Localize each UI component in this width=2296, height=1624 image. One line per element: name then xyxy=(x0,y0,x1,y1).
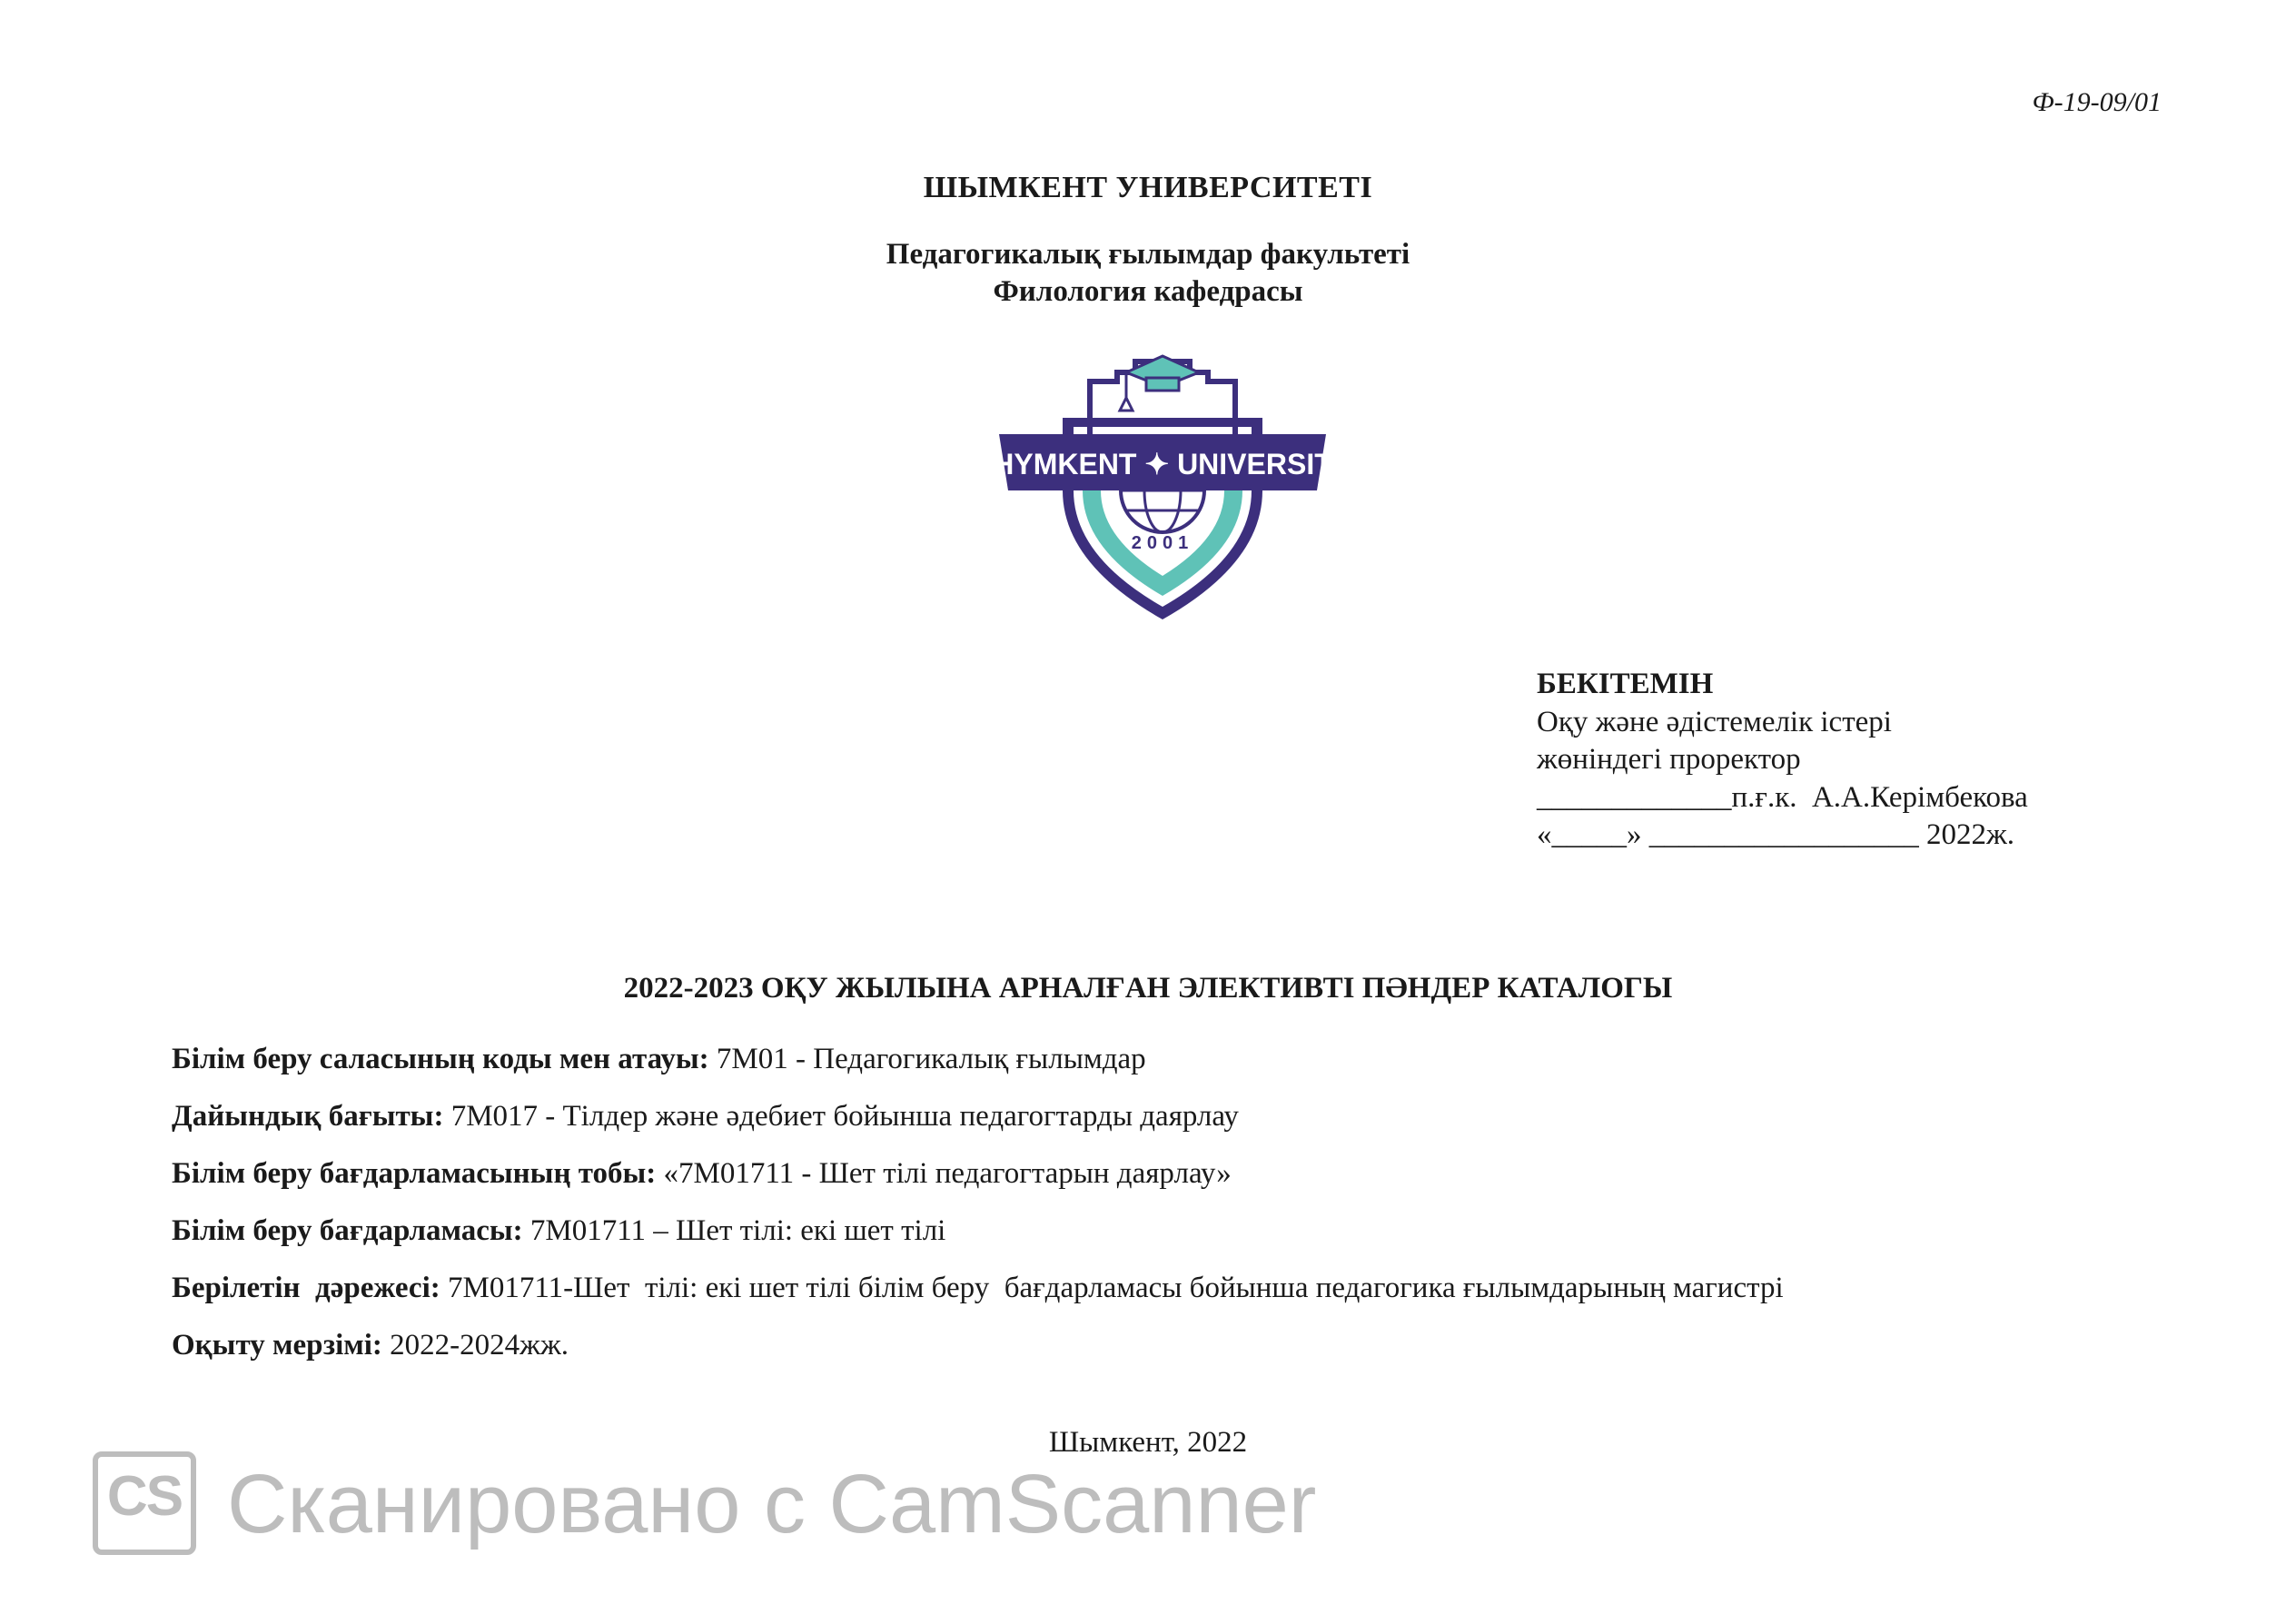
approval-heading: БЕКІТЕМІН xyxy=(1537,668,1714,700)
logo-year: 2001 xyxy=(1131,533,1194,553)
program-fields xyxy=(172,1043,2215,1386)
logo-banner-text: SHYMKENT ✦ UNIVERSITY xyxy=(973,448,1352,480)
field-value: 7М017 - Тілдер және әдебиет бойынша педагогтарды даярлау xyxy=(443,1100,1239,1133)
field-label: Дайындық бағыты: xyxy=(172,1100,444,1133)
university-name: ШЫМКЕНТ УНИВЕРСИТЕТІ xyxy=(923,171,1373,204)
approval-date-line: «_____» __________________ 2022ж. xyxy=(1537,818,2015,851)
field-value: «7М01711 - Шет тілі педагогтарын даярлау» xyxy=(656,1157,1232,1190)
field-value: 7М01711 – Шет тілі: екі шет тілі xyxy=(522,1214,946,1247)
department-name: Филология кафедрасы xyxy=(993,275,1303,308)
field-row xyxy=(172,1214,2215,1272)
form-code: Ф-19-09/01 xyxy=(2032,87,2162,117)
camscanner-icon xyxy=(93,1451,196,1555)
city-year: Шымкент, 2022 xyxy=(1048,1426,1248,1459)
faculty-name: Педагогикалық ғылымдар факультеті xyxy=(886,238,1410,271)
field-row xyxy=(172,1043,2215,1100)
field-row xyxy=(172,1272,2215,1329)
university-logo xyxy=(973,354,1352,627)
camscanner-watermark: Сканировано с CamScanner xyxy=(227,1458,1317,1550)
field-label: Оқыту мерзімі: xyxy=(172,1329,382,1362)
field-row xyxy=(172,1157,2215,1214)
field-label: Білім беру саласының коды мен атауы: xyxy=(172,1043,709,1075)
field-value: 7М01 - Педагогикалық ғылымдар xyxy=(708,1043,1146,1075)
field-label: Білім беру бағдарламасы: xyxy=(172,1214,523,1247)
catalog-title: 2022-2023 ОҚУ ЖЫЛЫНА АРНАЛҒАН ЭЛЕКТИВТІ ПӘНДЕР КАТАЛОГЫ xyxy=(623,972,1673,1005)
field-label: Білім беру бағдарламасының тобы: xyxy=(172,1157,657,1190)
field-value: 2022-2024жж. xyxy=(381,1329,569,1362)
approval-line: жөніндегі проректор xyxy=(1537,743,1801,776)
field-row xyxy=(172,1100,2215,1157)
field-value: 7М01711-Шет тілі: екі шет тілі білім беру бағдарламасы бойынша педагогика ғылымдарының магистрі xyxy=(440,1272,1784,1304)
approval-signature-line: _____________п.ғ.к. А.А.Керімбекова xyxy=(1537,780,2028,814)
approval-line: Оқу және әдістемелік істері xyxy=(1537,705,1892,738)
field-label: Берілетін дәрежесі: xyxy=(172,1272,440,1304)
field-row xyxy=(172,1329,2215,1386)
camscanner-badge: CS xyxy=(106,1465,183,1528)
approval-block xyxy=(1537,666,2172,855)
